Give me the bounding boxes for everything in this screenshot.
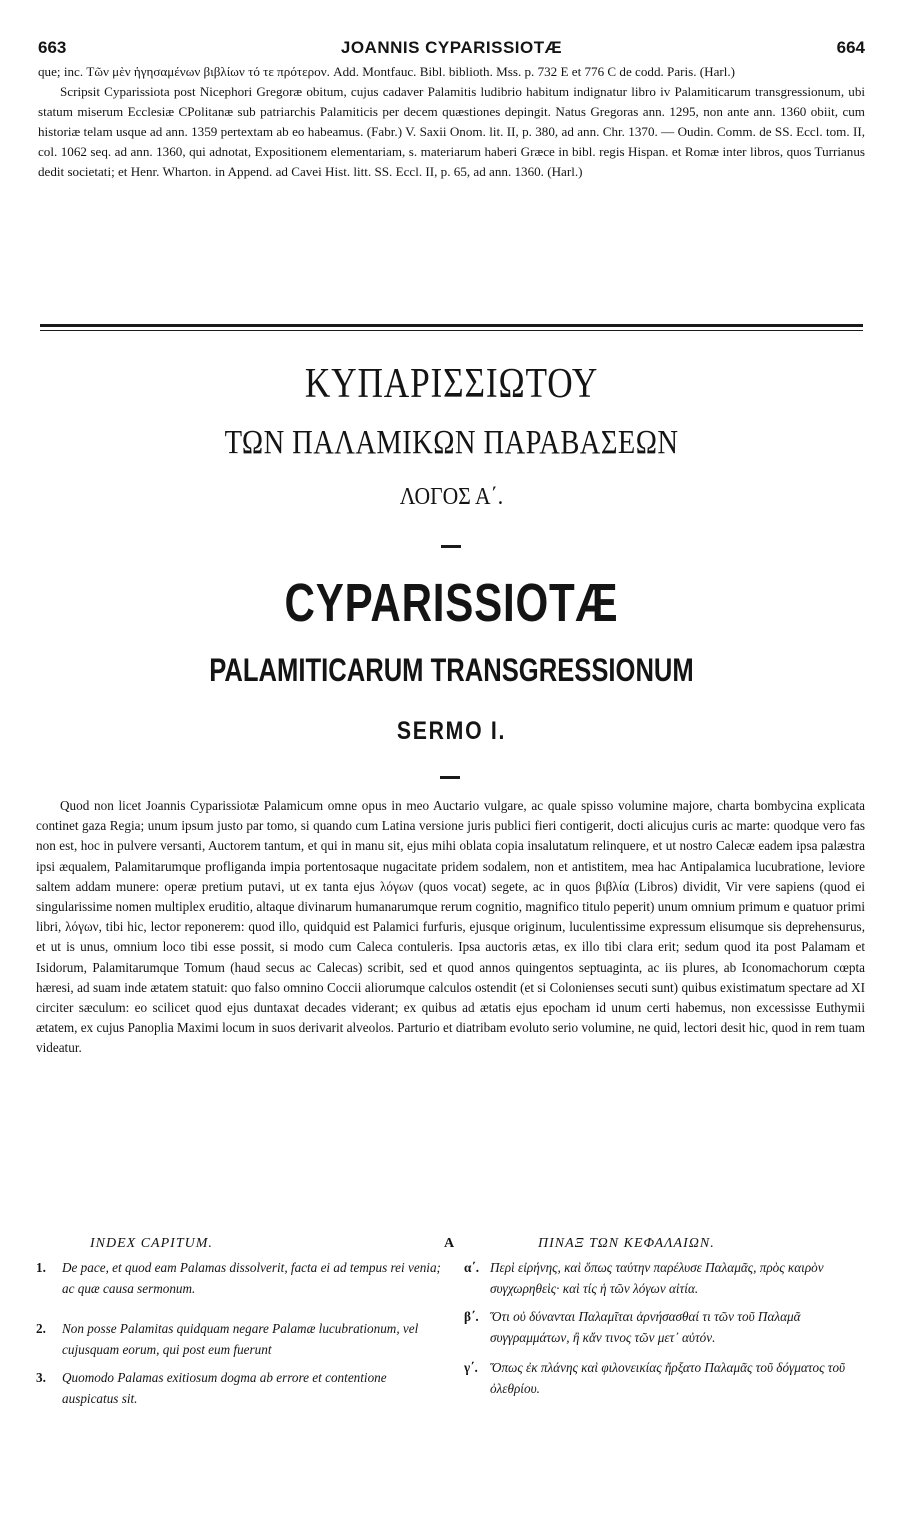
item-number: 2. bbox=[36, 1321, 46, 1336]
latin-title-work: PALAMITICARUM TRANSGRESSIONUM bbox=[209, 652, 694, 688]
item-text: Περὶ εἰρήνης, καὶ ὅπως ταύτην παρέλυσε Παλαμᾶς, πρὸς καιρὸν συγχωρηθεὶς· καὶ τίς ἡ τῶν λόγων αἰτία. bbox=[490, 1260, 824, 1296]
item-text: Ὅπως ἐκ πλάνης καὶ φιλονεικίας ἤρξατο Παλαμᾶς τοῦ δόγματος τοῦ ὀλεθρίου. bbox=[490, 1360, 846, 1396]
note-paragraph-2: Scripsit Cyparissiota post Nicephori Gregoræ obitum, cujus cadaver Palamitis ludibrio habitum indignatur libro iv Palamiticarum transgressionum, ubi statum miserum Ecclesiæ CPolitanæ sub patriarchis Palamiticis per decem quæstiones depingit. Natus Gregoras ann. 1295, non ante ann. 1360 obiit, cum historiæ telam usque ad ann. 1359 pertextam ab eo habeamus. (Fabr.) V. Saxii Onom. lit. II, p. 380, ad ann. Chr. 1370. — Oudin. Comm. de SS. Eccl. tom. II, col. 1062 seq. ad ann. 1360, qui adnotat, Expositionem elementariam, s. materiarum haberi Græce in bibl. regis Hispan. et Romæ inter libros, quos Turrianus dedit societati; et Henr. Wharton. in Append. ad Cavei Hist. litt. SS. Eccl. II, p. 65, ad ann. 1360. (Harl.) bbox=[38, 84, 865, 179]
index-list-greek bbox=[464, 1258, 868, 1399]
item-number: β΄. bbox=[464, 1309, 479, 1324]
greek-title-author: ΚΥΠΑΡΙΣΣΙΩΤΟΥ bbox=[304, 361, 599, 407]
item-number: 1. bbox=[36, 1260, 46, 1275]
index-heading-latin: INDEX CAPITUM. bbox=[90, 1236, 213, 1251]
item-text: De pace, et quod eam Palamas dissolverit, facta ei ad tempus rei venia; ac quæ causa sermonum. bbox=[62, 1260, 441, 1296]
page-number-right: 664 bbox=[836, 38, 865, 57]
item-text: Non posse Palamitas quidquam negare Palamæ lucubrationum, vel cujusquam eorum, qui post eum fuerunt bbox=[62, 1321, 419, 1357]
footnotes-block bbox=[38, 62, 865, 182]
item-text: Quomodo Palamas exitiosum dogma ab errore et contentione auspicatus sit. bbox=[62, 1370, 387, 1406]
title-dash-1 bbox=[441, 545, 461, 548]
latin-title-author: CYPARISSIOTÆ bbox=[284, 573, 619, 633]
latin-title-sermon: SERMO I. bbox=[396, 717, 507, 745]
index-list-latin bbox=[36, 1258, 442, 1409]
section-divider bbox=[40, 324, 863, 330]
page-number-left: 663 bbox=[38, 38, 67, 57]
note-paragraph-1: que; inc. Τῶν μὲν ἡγησαμένων βιβλίων τό τε πρότερον. Add. Montfauc. Bibl. biblioth. Mss. p. 732 E et 776 C de codd. Paris. (Harl.) bbox=[38, 64, 736, 79]
list-item bbox=[464, 1358, 868, 1399]
item-text: Ὅτι οὐ δύνανται Παλαμῖται ἀρνήσασθαί τι τῶν τοῦ Παλαμᾶ συγγραμμάτων, ἢ κἄν τινος τῶν μετ᾽ αὐτόν. bbox=[490, 1309, 801, 1345]
list-item bbox=[464, 1258, 868, 1299]
editor-introduction: Quod non licet Joannis Cyparissiotæ Palamicum omne opus in meo Auctario vulgare, ac quale spisso volumine majore, charta bombycina explicata continet gaza Regia; unum ipsum justo par tomo, si quando cum Latina versione juris publici fieri contigerit, docti alicujus curis ac marte: quodque vero fas non est, hoc in pulvere versanti, Auctorem tantum, et qui in manu sit, ejus mihi oblata copia insalutatum relinquere, et ut nostro Calecæ eadem ipsa palæstra ipsi æqualem, Palamitarumque profliganda impia portentosaque nugacitate pridem sodalem, non et antistitem, mea hac Antipalamica lucubratione, leviore saltem addam munere: operæ pretium putavi, ut ex tanta ejus λόγων (quos vocat) segete, ac in quos βιβλία (Libros) dividit, Vir vere sapiens (quod ei singularissime nomen multiplex eruditio, altaque divinarum humanarumque rerum cognitio, magnifico titulo peperit) unum omnium primum e quatuor primi libri, λόγων, tibi hic, lector reponerem: quod illo, quidquid est Palamici furfuris, ejusque originum, luculentissime expressum elisumque sis deprehensurus, et ut is unus, omnium loco tibi esse possit, si modo cum Caleca contuleris. Ipsa auctoris ætas, ex illo tibi clara erit; sedum quod ita post Palamam et Isidorum, Palamitarumque Tomum (haud secus ac Calecas) scribit, sed et quod annos quingentos septuaginta, ac iis plures, ab Iconomachorum cœpta hæresi, ad suam inde ætatem statuit: quo falso omnino Coccii aliorumque calculos ostendit (et si Colonienses secuti sunt) quibus existimatum spectare ad XI circiter sæculum: eo scilicet quod ejus duntaxat decades viderant; ex quibus ad ætatis ejus epocham id unum certi habemus, non excessisse Euthymii ætatem, ex cujus Panoplia Maximi locum in suos derivarit alveolos. Parturio et diatribam evoluto serio volumine, ne quid, lectori desit hic, quod in rem tuam videatur. bbox=[36, 798, 865, 1056]
list-item bbox=[464, 1307, 868, 1348]
list-item bbox=[36, 1258, 442, 1299]
list-item bbox=[36, 1368, 442, 1409]
column-marker: A bbox=[444, 1236, 455, 1251]
list-item bbox=[36, 1319, 442, 1360]
index-heading-greek: ΠΙΝΑΞ ΤΩΝ ΚΕΦΑΛΑΙΩΝ. bbox=[538, 1236, 715, 1251]
running-header bbox=[38, 38, 865, 60]
running-title: JOANNIS CYPARISSIOTÆ bbox=[340, 38, 563, 57]
item-number: α΄. bbox=[464, 1260, 480, 1275]
greek-title-sermon: ΛΟΓΟΣ Α΄. bbox=[399, 484, 504, 510]
item-number: γ΄. bbox=[464, 1360, 478, 1375]
item-number: 3. bbox=[36, 1370, 46, 1385]
greek-title-work: ΤΩΝ ΠΑΛΑΜΙΚΩΝ ΠΑΡΑΒΑΣΕΩΝ bbox=[224, 424, 679, 461]
title-dash-2 bbox=[440, 776, 460, 779]
